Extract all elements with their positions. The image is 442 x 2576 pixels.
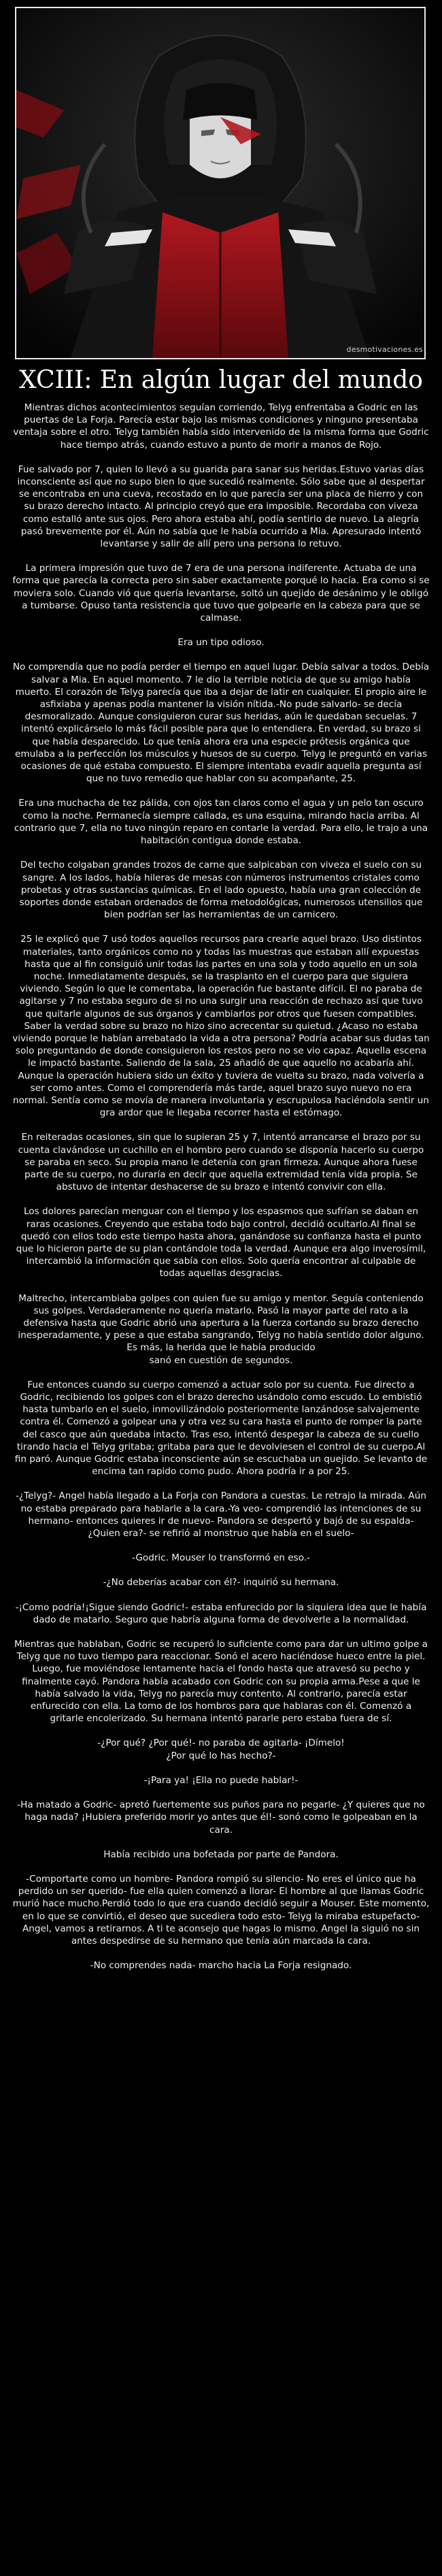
paragraph: Fue salvado por 7, quien lo llevó a su guarida para sanar sus heridas.Estuvo varias días inconsciente así que no supo bien lo que sucedió realmente. Sólo sabe que al despertar se encontraba en una cueva, recostado en lo que parecía ser una placa de hierro y con su brazo derecho intacto. Al principio creyó que era imposible. Recordaba con viveza como estalló ante sus ojos. Pero ahora estaba ahí, podía sentirlo de nuevo. La alegría pasó brevemente por él. Aún no sabía que le había ocurrido a Mia. Apresurado intentó levantarse y salir de allí pero una persona lo retuvo. — [17, 463, 425, 550]
paragraph: Los dolores parecían menguar con el tiempo y los espasmos que sufrían se daban en raras ocasiones. Creyendo que estaba todo bajo control, decidió ocultarlo.Al final se quedó con ellos todo este tiempo hasta ahora, ganándose su confianza hasta el punto que lo hicieron parte de su plan contándole toda la verdad. Aunque era algo inverosímil, intercambió la información que sabía con ellos. Solo quería encontrar al culpable de todas aquellas desgracias. — [16, 1206, 426, 1279]
paragraph: -¡Para ya! ¡Ella no puede hablar!- — [143, 1774, 299, 1786]
paragraph: Del techo colgaban grandes trozos de carne que salpicaban con viveza el suelo con su sangre. A los lados, había hileras de mesas con números instrumentos cristales como probetas y otras sustancias químicas. En el lado opuesto, había una gran colección de soportes donde estaban ordenados de forma metodológicas, numerosos utensilios que bien podrían ser las herramientas de un carnicero. — [19, 860, 423, 921]
paragraph: -Ha matado a Godric- apretó fuertemente sus puños para no pegarle- ¿Y quieres que no haga nada? ¡Hubiera preferido morir yo antes que él!- sonó como le golpeaban en la cara. — [17, 1799, 425, 1836]
paragraph: -¡Como podría!¡Sigue siendo Godric!- estaba enfurecido por la siquiera idea que le había dado de matarlo. Seguro que habría alguna forma de devolverle a la normalidad. — [15, 1601, 427, 1625]
paragraph: Fue entonces cuando su cuerpo comenzó a actuar solo por su cuenta. Fue directo a Godric, recibiendo los golpes con el brazo derecho usándolo como escudo. Lo embistió hasta tumbarlo en el suelo, inmovilizándolo posteriormente lanzándose salvajemente contra él. Comenzó a golpear una y otra vez su cara hasta el punto de romper la parte del casco que aún quedaba intacto. Tras eso, intentó despegar la cabeza de su cuello tirando hacia el Telyg gritaba; gritaba para que le devolviesen el control de su cuerpo.Al fin paró. Aunque Godric estaba inconsciente aún se escuchaba un quejido. Se levanto de encima tan rapido como pudo. Ahora podría ir a por 25. — [14, 1379, 428, 1478]
paragraph: Había recibido una bofetada por parte de Pandora. — [103, 1848, 339, 1860]
paragraph: Mientras dichos acontecimientos seguían corriendo, Telyg enfrentaba a Godric en las puertas de La Forja. Parecía estar bajo las mismas condiciones y ninguno presentaba ventaja sobre el otro. Telyg también había sido intervenido de la misma forma que Godric hace tiempo atrás, cuando estuvo a punto de morir a manos de Rojo. — [13, 402, 429, 451]
story-text — [12, 402, 430, 1972]
paragraph: -¿Telyg?- Angel había llegado a La Forja con Pandora a cuestas. Le retrajo la mirada. Aún no estaba preparado para hablarle a la cara.-Ya veo- comprendió las intenciones de su hermano- entonces quieres ir de nuevo- Pandora se despertó y bajó de su espalda- ¿Quien era?- se refirió al monstruo que había en el suelo- — [16, 1490, 426, 1539]
poster-title: XCIII: En algún lugar del mundo — [19, 366, 423, 394]
paragraph: -Godric. Mouser lo transformó en eso.- — [131, 1552, 311, 1564]
paragraph: -¿Por qué? ¿Por qué!- no paraba de agitarla- ¡Dímelo! ¿Por qué lo has hecho?- — [97, 1738, 345, 1761]
paragraph: -Comportarte como un hombre- Pandora rompió su silencio- No eres el único que ha perdido un ser querido- fue ella quien comenzó a llorar- El hombre al que llamas Godric murió hace mucho.Perdió todo lo que era cuando decidió seguir a Mouser. Este momento, en lo que se convirtió, el deseo que sucediera todo esto- Telyg la miraba estupefacto- Angel, vamos a retirarnos. A ti te aconsejo que hagas lo mismo. Angel la siguió no sin antes despedirse de su hermano que tenía aún marcada la cara. — [12, 1873, 430, 1946]
hooded-assassin-illustration — [16, 8, 424, 358]
paragraph: En reiteradas ocasiones, sin que lo supieran 25 y 7, intentó arrancarse el brazo por su cuenta clavándose un cuchillo en el hombro pero cuando se disponía hacerlo su cuerpo se paraba en seco. Su propia mano le detenía con gran firmeza. Aunque ahora fuese parte de su cuerpo, no duraría en decir que aquella extremidad tenía vida propia. Se abstuvo de intentar deshacerse de su brazo e intentó convivir con ella. — [18, 1132, 424, 1193]
paragraph: Mientras que hablaban, Godric se recuperó lo suficiente como para dar un ultimo golpe a Telyg que no tuvo tiempo para reaccionar. Sonó el acero haciéndose hueco entre la piel. Luego, fue moviéndose lentamente hacia el fondo hasta que atravesó su pecho y finalmente cayó. Pandora había acabado con Godric con su propia arma.Pese a que le había salvado la vida, Telyg no parecía muy contento. Al contrario, parecía estar enfurecido con ella. La tomo de los hombros para que hablaras con él. Comenzó a gritarle encolerizado. Su hermana intentó pararle pero estaba fuera de sí. — [14, 1639, 428, 1725]
paragraph: 25 le explicó que 7 usó todos aquellos recursos para crearle aquel brazo. Uso distintos materiales, tanto orgánicos como no y todas las muestras que estaban allí expuestas hasta que al fin consiguió unir todas las partes en una sola y todo aquello en un sola noche. Inmediatamente después, se la trasplanto en el cuerpo para que siguiera viviendo. Según lo que le comentaba, la operación fue bastante difícil. El no paraba de agitarse y 7 no estaba seguro de si no una surgir una reacción de rechazo así que tuvo que quitarle algunos de sus órganos y cambiarlos por otros que fuesen compatibles. Saber la verdad sobre su brazo no hizo sino acrecentar su quietud. ¿Acaso no estaba viviendo porque le habían arrebatado la vida a otra persona? Podría acabar sus dudas tan solo preguntando de donde consiguieron los restos pero no se vio capaz. Aquella escena le impactó bastante. Saliendo de la sala, 25 añadió de que aquello no acabaría ahí. Aunque la operación hubiera sido un éxito y tuviera de vuelta su brazo, nada volvería a ser como antes. Como el comprendería más tarde, aquel brazo suyo nuevo no era normal. Sentía como se movía de manera involuntaria y escrupulosa haciéndola sentir un gra ardor que le llegaba recorrer hasta el estómago. — [12, 934, 430, 1119]
paragraph: No comprendía que no podía perder el tiempo en aquel lugar. Debía salvar a todos. Debía salvar a Mia. En aquel momento. 7 le dio la terrible noticia de que su amigo había muerto. El corazón de Telyg parecía que iba a dejar de latir en cualquier. El propio aire le asfixiaba y apenas podía mantener la visión nítida.-No pude salvarlo- se decía desmoralizado. Aunque consiguieron curar sus heridas, aún le quedaban secuelas. 7 intentó explicárselo lo más fácil posible para que lo entendiera. En verdad, su brazo si que había desparecido. Lo que tenía ahora era una especie prótesis orgánica que emulaba a la perfección los músculos y huesos de su cuerpo. Telyg le preguntó en varias ocasiones de qué estaba compuesto. El siempre intentaba evadir aquella pregunta así que no tuvo remedio que hablar con su acompañante, 25. — [12, 662, 430, 785]
paragraph: Era un tipo odioso. — [177, 637, 265, 649]
paragraph: La primera impresión que tuvo de 7 era de una persona indiferente. Actuaba de una forma que parecía la correcta pero sin saber exactamente porqué lo hacía. Era como si se moviera solo. Cuando vió que quería levantarse, soltó un quejido de desánimo y le obligó a tumbarse. Opuso tanta resistencia que tuvo que golpearle en la cabeza para que se calmase. — [12, 563, 430, 624]
paragraph: -¿No deberías acabar con él?- inquirió su hermana. — [103, 1577, 339, 1588]
paragraph: -No comprendes nada- marcho hacia La Forja resignado. — [90, 1960, 352, 1972]
paragraph: Era una muchacha de tez pálida, con ojos tan claros como el agua y un pelo tan oscuro como la noche. Permanecía siempre callada, es una esquina, mirando hacia arriba. Al contrario que 7, ella no tuvo ningún reparo en contarle la verdad. Para ello, le trajo a una habitación contigua donde estaba. — [14, 798, 428, 847]
paragraph: Maltrecho, intercambiaba golpes con quien fue su amigo y mentor. Seguía conteniendo sus golpes. Verdaderamente no quería matarlo. Pasó la mayor parte del rato a la defensiva hasta que Godric abrió una apertura a la fuerza cortando su brazo derecho inesperadamente, y pese a que estaba sangrando, Telyg no había sentido dolor alguno. Es más, la herida que le había producido sanó en cuestión de segundos. — [18, 1292, 424, 1366]
watermark: desmotivaciones.es — [346, 345, 423, 354]
poster-image-frame — [15, 7, 426, 359]
